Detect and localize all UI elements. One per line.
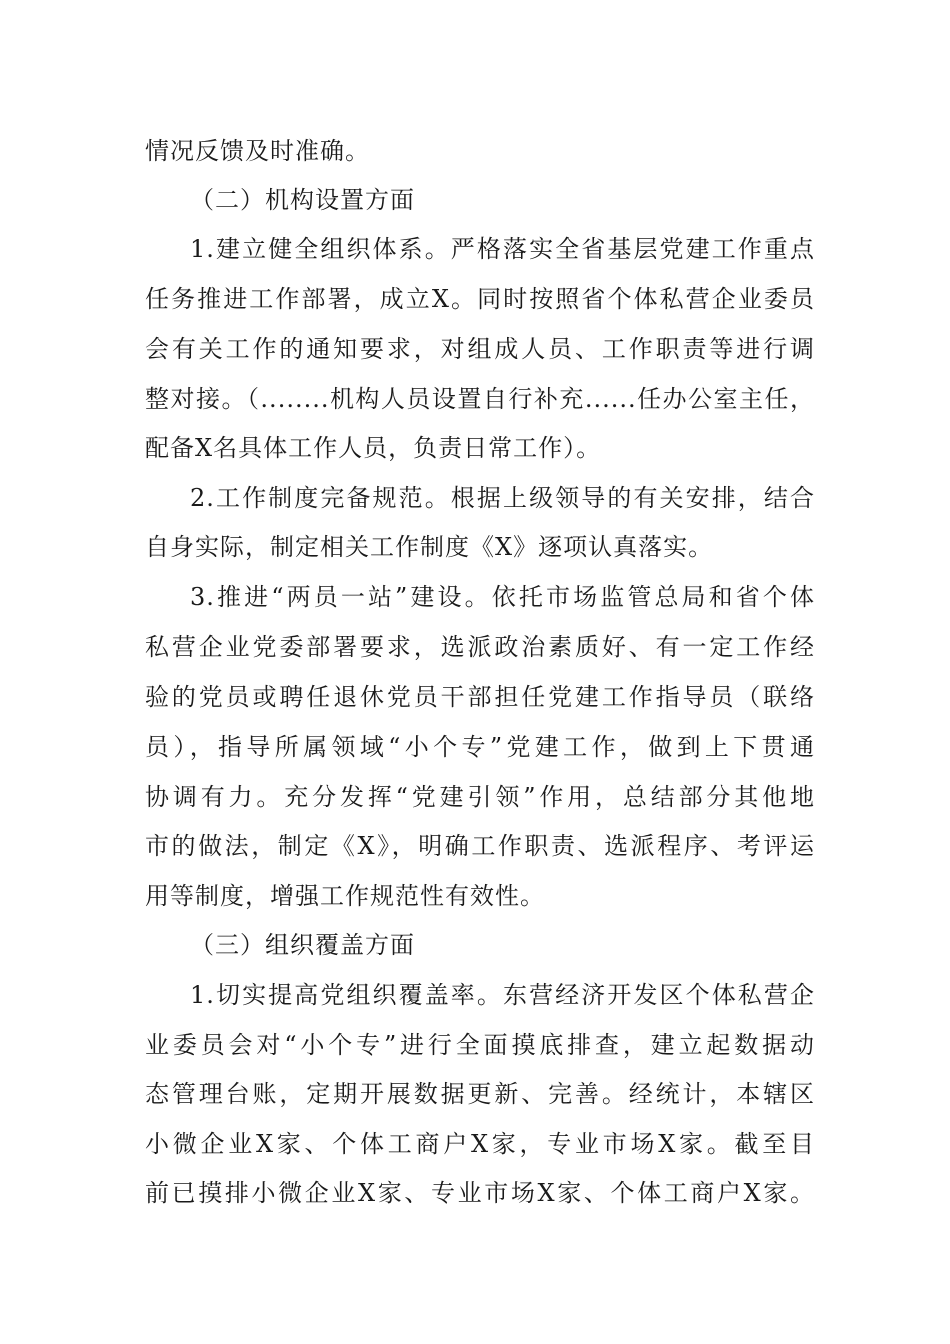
text-line: 前已摸排小微企业X家、专业市场X家、个体工商户X家。 (145, 1179, 815, 1207)
text-line: 私营企业党委部署要求，选派政治素质好、有一定工作经 (145, 633, 815, 661)
text-line: 态管理台账，定期开展数据更新、完善。经统计，本辖区 (145, 1080, 815, 1108)
text-line: 用等制度，增强工作规范性有效性。 (145, 882, 545, 910)
text-line: 情况反馈及时准确。 (145, 137, 370, 165)
text-line: 会有关工作的通知要求，对组成人员、工作职责等进行调 (145, 335, 815, 363)
text-line: 小微企业X家、个体工商户X家，专业市场X家。截至目 (145, 1130, 815, 1158)
text-line: 3.推进“两员一站”建设。依托市场监管总局和省个体 (190, 583, 815, 611)
section-heading: （三）组织覆盖方面 (190, 931, 415, 959)
text-line: 任务推进工作部署，成立X。同时按照省个体私营企业委员 (145, 285, 815, 313)
text-line: 1.切实提高党组织覆盖率。东营经济开发区个体私营企 (190, 981, 815, 1009)
text-line: 整对接。（........机构人员设置自行补充......任办公室主任， (145, 385, 815, 413)
section-heading: （二）机构设置方面 (190, 186, 415, 214)
text-line: 自身实际，制定相关工作制度《X》逐项认真落实。 (145, 533, 714, 561)
text-line: 协调有力。充分发挥“党建引领”作用，总结部分其他地 (145, 783, 815, 811)
text-line: 1.建立健全组织体系。严格落实全省基层党建工作重点 (190, 235, 815, 263)
text-line: 员），指导所属领域“小个专”党建工作，做到上下贯通 (145, 733, 815, 761)
text-line: 市的做法，制定《X》，明确工作职责、选派程序、考评运 (145, 832, 815, 860)
text-line: 验的党员或聘任退休党员干部担任党建工作指导员（联络 (145, 683, 815, 711)
text-line: 业委员会对“小个专”进行全面摸底排查，建立起数据动 (145, 1031, 815, 1059)
text-line: 2.工作制度完备规范。根据上级领导的有关安排，结合 (190, 484, 815, 512)
text-line: 配备X名具体工作人员，负责日常工作）。 (145, 434, 602, 462)
